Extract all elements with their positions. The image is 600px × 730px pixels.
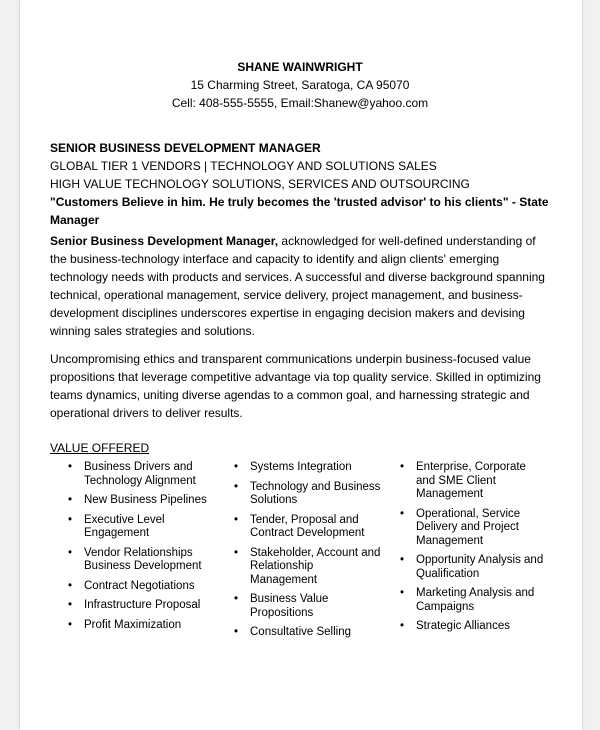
value-paragraph: Uncompromising ethics and transparent communications underpin business-focused value propositions that leverage competitive advantage via top quality service. Skilled in optimizing teams dynamics, uniting diverse agendas to a common goal, and harnessing strategic and operational drivers to deliver results. [50,352,541,420]
list-item: • Contract Negotiations [50,580,216,594]
list-item: • Tender, Proposal and Contract Development [216,514,382,541]
list-item: • Systems Integration [216,461,382,475]
resume-page [20,0,582,730]
value-offered-columns [50,461,550,646]
list-item: • Infrastructure Proposal [50,599,216,613]
quote: "Customers Believe in him. He truly becomes the 'trusted advisor' to his clients" - State Manager [50,195,549,227]
list-item: • Executive Level Engagement [50,514,216,541]
value-offered-heading: VALUE OFFERED [50,441,150,455]
value-column-1 [50,461,216,646]
list-item: • Technology and Business Solutions [216,481,382,508]
resume-content [50,58,550,646]
list-item: • Vendor Relationships Business Development [50,547,216,574]
summary-text: acknowledged for well-defined understanding of the business-technology interface and capacity to identify and align clients' emerging technology needs with products and services. A successful and diverse background spanning technical, operational management, service delivery, project management, and business-development disciplines underscores expertise in engaging decision makers and devising winning sales strategies and solutions. [50,234,545,338]
list-item: • New Business Pipelines [50,494,216,508]
list-item: • Enterprise, Corporate and SME Client Management [382,461,548,502]
candidate-name: SHANE WAINWRIGHT [237,60,363,74]
value-column-2 [216,461,382,646]
title-line-2: GLOBAL TIER 1 VENDORS | TECHNOLOGY AND SOLUTIONS SALES [50,159,437,173]
list-item: • Business Value Propositions [216,593,382,620]
list-item: • Business Drivers and Technology Alignment [50,461,216,488]
list-item: • Profit Maximization [50,619,216,633]
value-column-3 [382,461,548,646]
summary-lead: Senior Business Development Manager, [50,234,279,248]
list-item: • Opportunity Analysis and Qualification [382,554,548,581]
list-item: • Consultative Selling [216,626,382,640]
resume-header [50,58,550,112]
address-line: 15 Charming Street, Saratoga, CA 95070 [190,78,410,92]
title-line-3: HIGH VALUE TECHNOLOGY SOLUTIONS, SERVICES AND OUTSOURCING [50,177,470,191]
list-item: • Operational, Service Delivery and Project Management [382,508,548,549]
contact-line: Cell: 408-555-5555, Email:Shanew@yahoo.com [171,96,429,110]
summary-paragraph [50,232,550,340]
title-line-1: SENIOR BUSINESS DEVELOPMENT MANAGER [50,141,321,155]
list-item: • Stakeholder, Account and Relationship Management [216,547,382,588]
list-item: • Marketing Analysis and Campaigns [382,587,548,614]
list-item: • Strategic Alliances [382,620,548,634]
